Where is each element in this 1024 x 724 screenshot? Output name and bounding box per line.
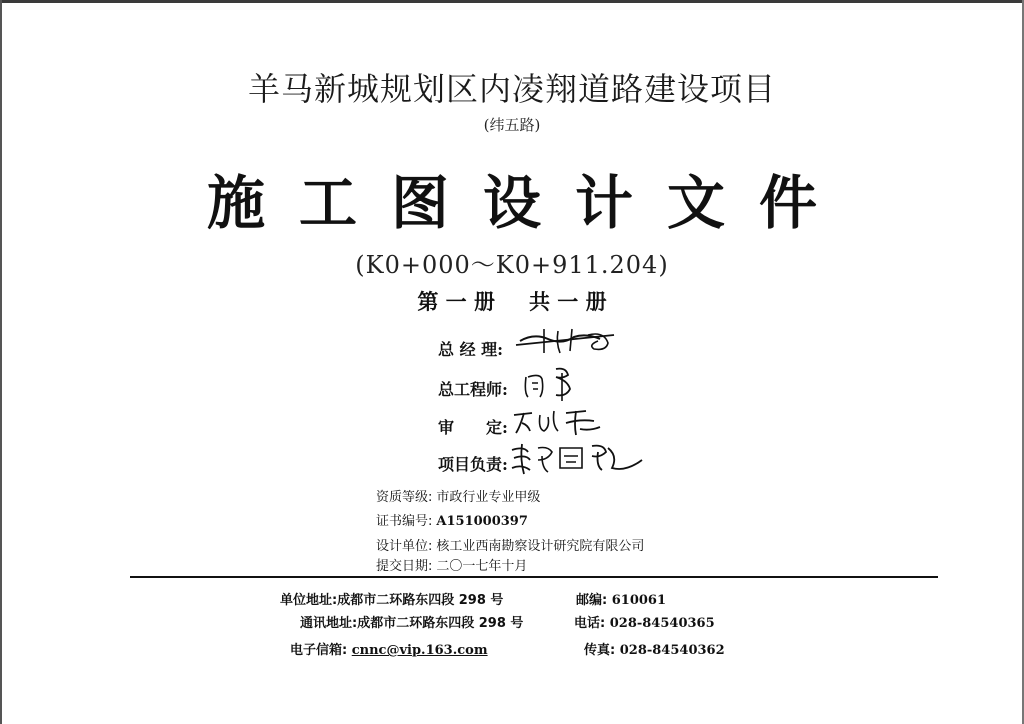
design-unit-row xyxy=(376,535,644,554)
document-title: 施工图设计文件 xyxy=(206,169,851,237)
mail-address-value: 成都市二环路东四段 298 号 xyxy=(357,616,524,631)
handwritten-signature xyxy=(510,401,610,441)
submit-date-label: 提交日期: xyxy=(376,559,433,574)
footer-fax xyxy=(584,639,725,658)
signature-label: 项目负责: xyxy=(438,455,508,474)
project-subtitle: (纬五路) xyxy=(483,116,541,134)
project-title: 羊马新城规划区内凌翔道路建设项目 xyxy=(247,70,776,108)
email-value[interactable]: cnnc@vip.163.com xyxy=(351,643,488,658)
volume-line xyxy=(0,286,1024,316)
signature-label: 总 经 理: xyxy=(438,340,504,359)
footer-phone xyxy=(574,612,715,631)
volume-number: 第 一 册 xyxy=(417,289,495,314)
fax-value: 028-84540362 xyxy=(619,643,725,658)
qualification-label: 资质等级: xyxy=(376,490,433,505)
signature-row-chief-engineer xyxy=(438,377,520,405)
submit-date-value: 二〇一七年十月 xyxy=(436,559,528,574)
email-label: 电子信箱: xyxy=(290,643,348,658)
signature-label: 总工程师: xyxy=(438,380,508,399)
handwritten-signature xyxy=(518,363,588,403)
mail-address-label: 通讯地址: xyxy=(300,616,358,631)
qualification-row xyxy=(376,486,540,505)
certificate-value: A151000397 xyxy=(436,514,528,529)
address-value: 成都市二环路东四段 298 号 xyxy=(337,593,504,608)
design-unit-value: 核工业西南勘察设计研究院有限公司 xyxy=(436,539,645,554)
fax-label: 传真: xyxy=(584,643,616,658)
postcode-label: 邮编: xyxy=(576,593,608,608)
footer-email xyxy=(290,639,488,658)
address-label: 单位地址: xyxy=(280,593,338,608)
qualification-value: 市政行业专业甲级 xyxy=(436,490,541,505)
footer-mail-address xyxy=(300,612,523,631)
handwritten-signature xyxy=(508,438,648,478)
design-unit-label: 设计单位: xyxy=(376,539,433,554)
volume-total: 共 一 册 xyxy=(529,289,607,314)
chainage-range: (K0+000～K0+911.204) xyxy=(355,251,669,279)
divider-line xyxy=(130,576,938,578)
certificate-label: 证书编号: xyxy=(376,514,433,529)
handwritten-signature xyxy=(514,323,624,359)
postcode-value: 610061 xyxy=(611,593,667,608)
certificate-row xyxy=(376,510,528,529)
scan-edge-top xyxy=(0,0,1024,3)
phone-label: 电话: xyxy=(574,616,606,631)
footer-postcode xyxy=(576,589,666,608)
signature-row-general-manager xyxy=(438,337,520,365)
footer-address xyxy=(280,589,503,608)
submit-date-row xyxy=(376,555,527,574)
signature-label: 审 定: xyxy=(438,418,508,437)
phone-value: 028-84540365 xyxy=(609,616,715,631)
signature-row-project-lead xyxy=(438,452,520,480)
